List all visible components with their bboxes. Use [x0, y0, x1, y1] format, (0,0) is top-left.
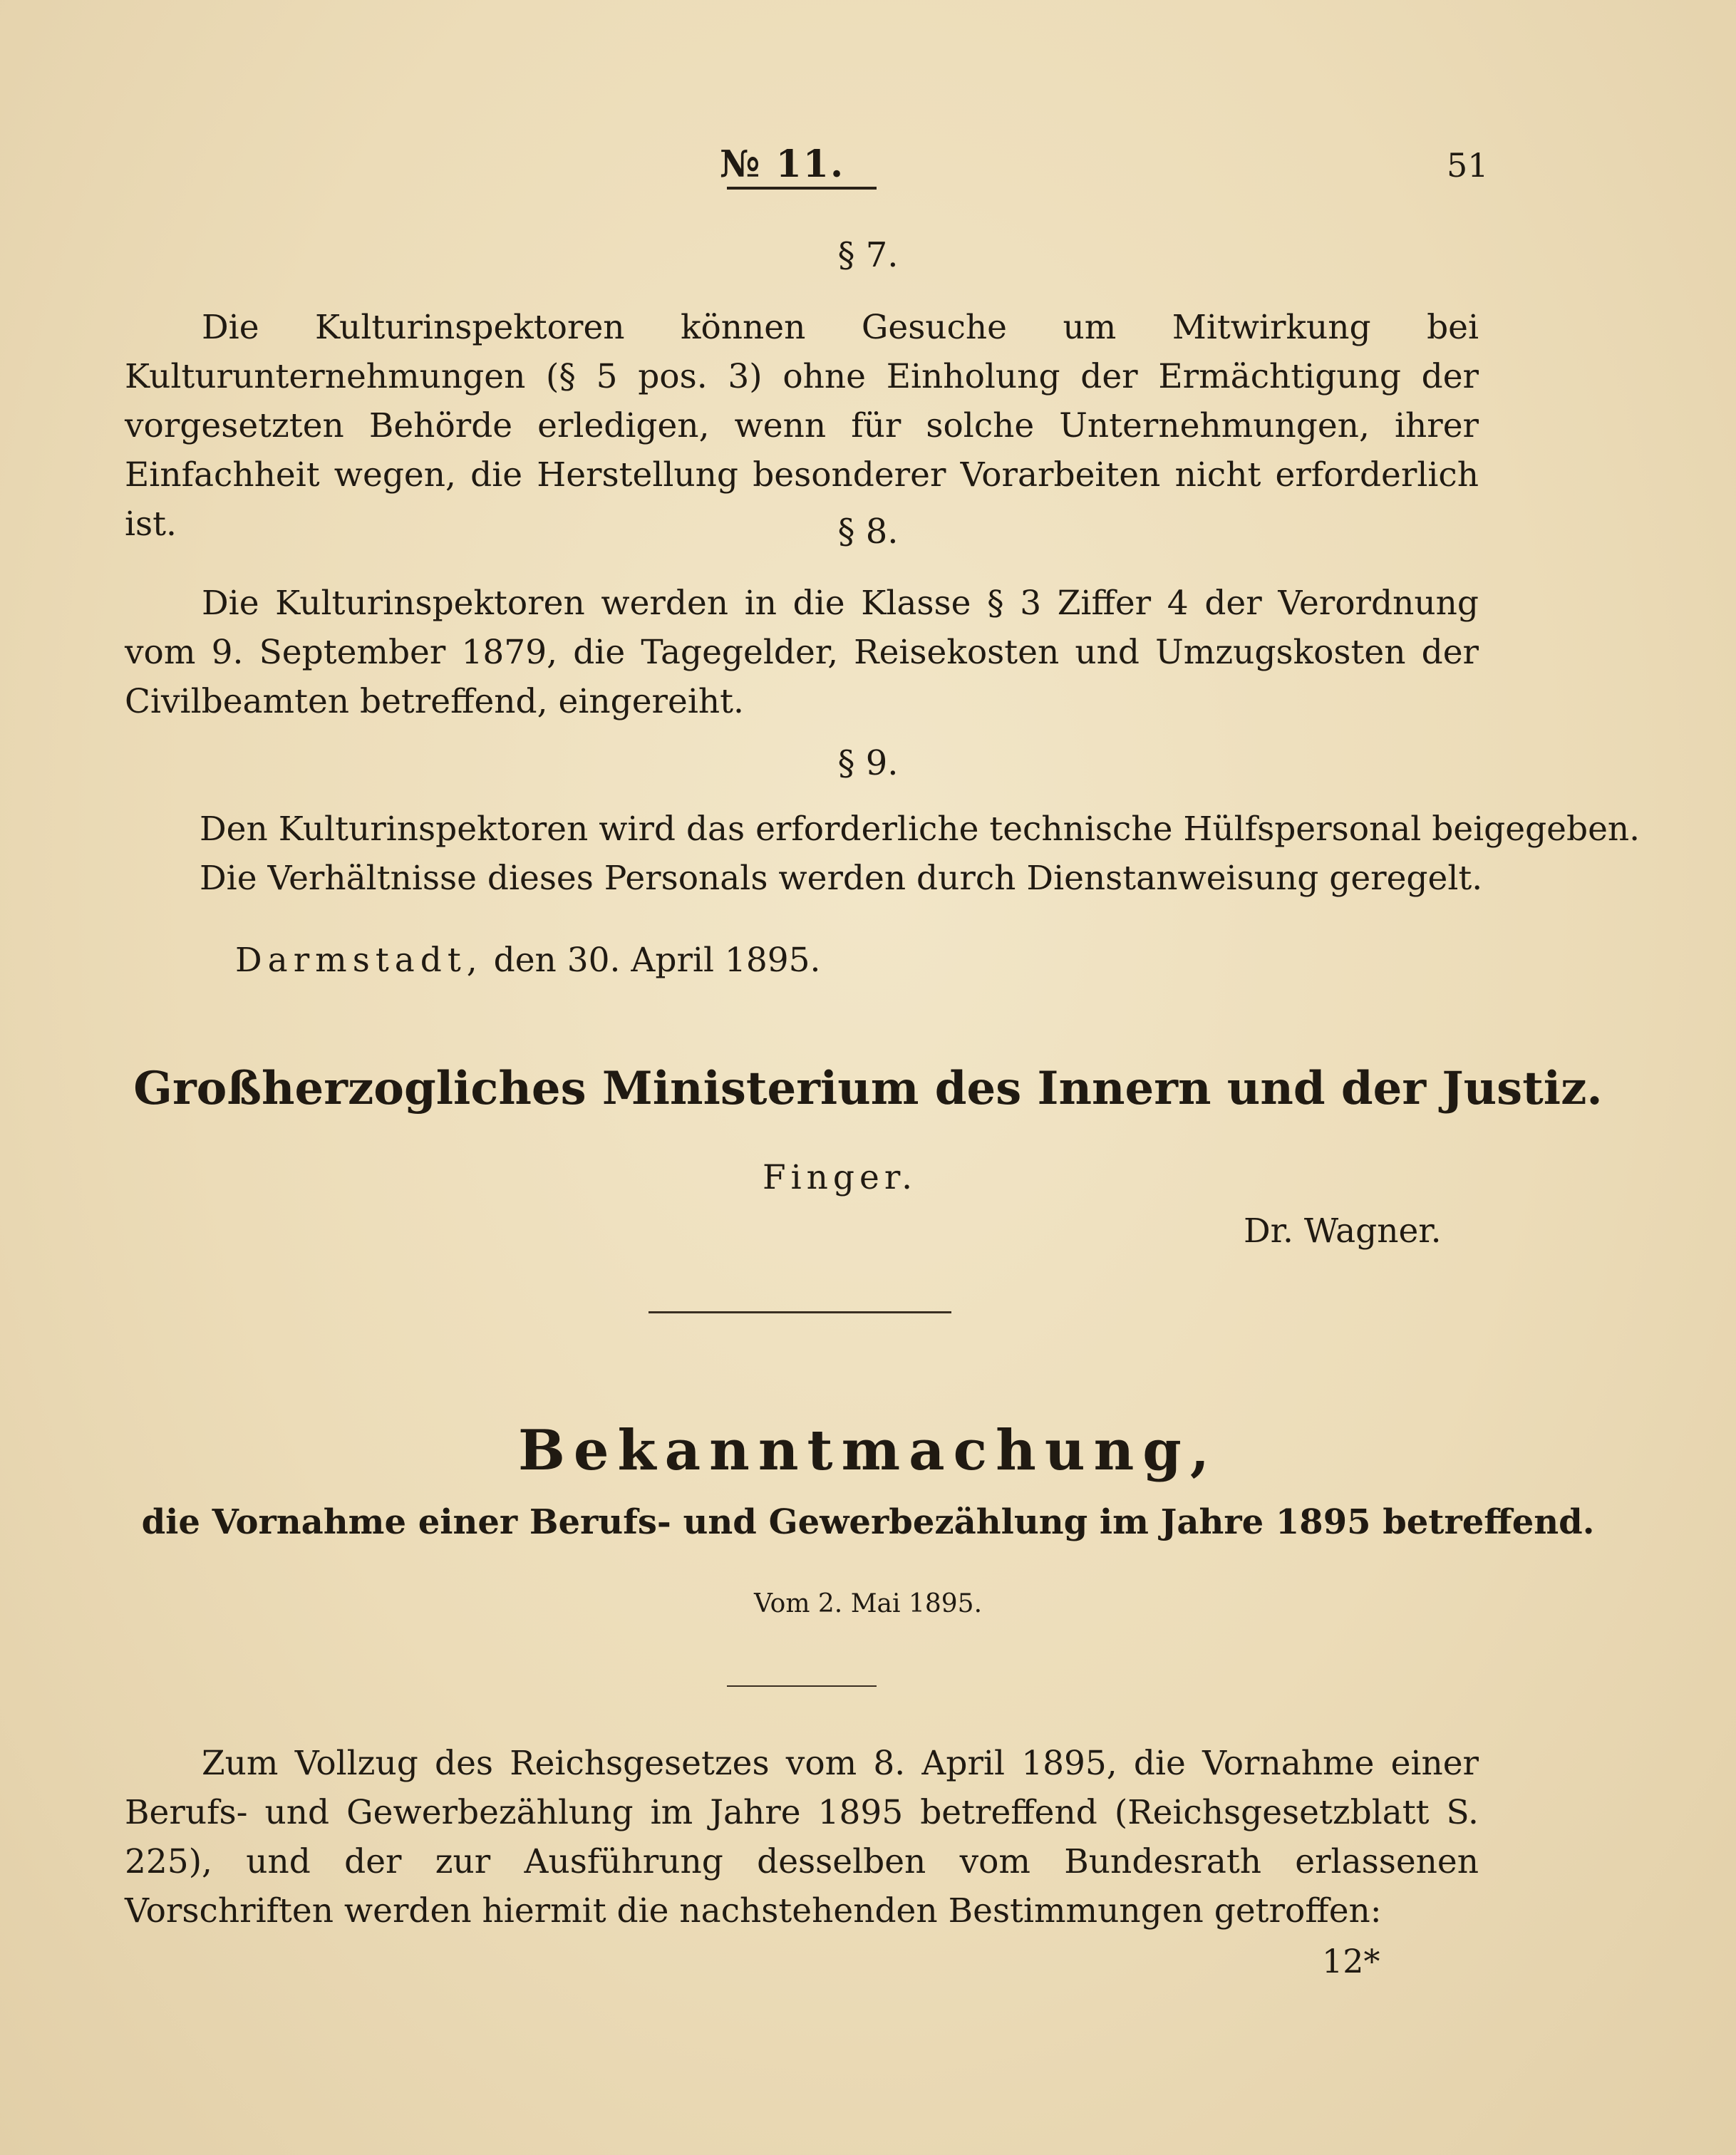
section-heading-7: § 7.	[837, 235, 899, 275]
section-heading-9: § 9.	[837, 743, 899, 783]
section-text-8: Die Kulturinspektoren werden in die Klasse § 3 Ziffer 4 der Verordnung vom 9. September 1879, die Tagegelder, Reisekosten und Umzugskosten der Civilbeamten betreffend, eingereiht.	[125, 584, 1479, 721]
signature-mark: 12*	[1322, 1942, 1380, 1980]
signature-wagner: Dr. Wagner.	[1244, 1211, 1442, 1251]
section-divider	[649, 1311, 951, 1313]
section-text-7: Die Kulturinspektoren können Gesuche um Mitwirkung bei Kulturunternehmungen (§ 5 pos. 3) ohne Einholung der Ermächtigung der vorgesetzten Behörde erledigen, wenn für solche Unternehmungen, ihrer Einfachheit wegen, die Herstellung besonderer Vorarbeiten nicht erforderlich ist.	[125, 308, 1479, 544]
place: Darmstadt,	[235, 941, 483, 980]
announcement-subtitle: die Vornahme einer Berufs- und Gewerbezählung im Jahre 1895 betreffend.	[141, 1502, 1595, 1542]
section-text-9-line-1: Den Kulturinspektoren wird das erforderliche technische Hülfspersonal beigegeben.	[200, 810, 1641, 849]
announcement-title: Bekanntmachung,	[518, 1418, 1218, 1483]
signature-finger: Finger.	[763, 1158, 918, 1197]
issue-number: № 11.	[720, 143, 845, 186]
announcement-text: Zum Vollzug des Reichsgesetzes vom 8. April 1895, die Vornahme einer Berufs- und Gewerbezählung im Jahre 1895 betreffend (Reichsgesetzblatt S. 225), und der zur Ausführung desselben vom Bundesrath erlassenen Vorschriften werden hiermit die nachstehenden Bestimmungen getroffen:	[125, 1744, 1479, 1931]
ministry-name: Großherzogliches Ministerium des Innern und der Justiz.	[133, 1062, 1603, 1115]
announcement-date: Vom 2. Mai 1895.	[753, 1589, 983, 1618]
issue-date: den 30. April 1895.	[493, 941, 821, 980]
short-divider	[727, 1685, 877, 1687]
section-text-9-line-2: Die Verhältnisse dieses Personals werden durch Dienstanweisung geregelt.	[200, 859, 1483, 898]
header-underline	[727, 187, 877, 190]
page-number: 51	[1447, 146, 1489, 185]
section-heading-8: § 8.	[837, 512, 899, 552]
place-and-date	[235, 941, 821, 980]
